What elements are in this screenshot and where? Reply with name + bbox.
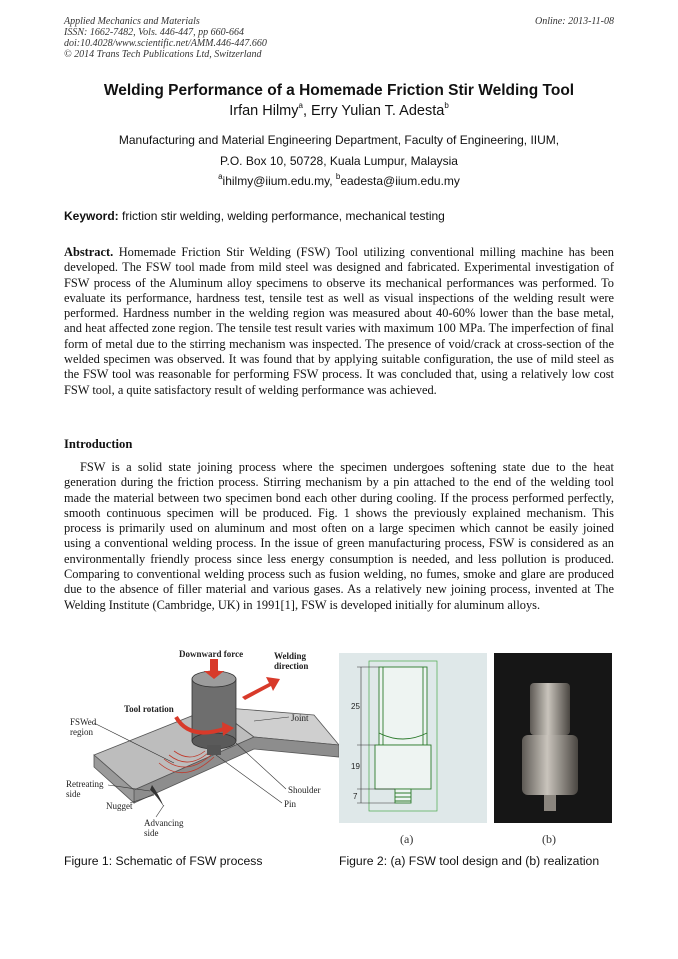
author-2: Erry Yulian T. Adesta [311,103,445,119]
journal-name: Applied Mechanics and Materials [64,16,200,27]
issn-line: ISSN: 1662-7482, Vols. 446-447, pp 660-664 [64,27,244,38]
figure-1-caption: Figure 1: Schematic of FSW process [64,854,263,868]
affiliation-line-2: P.O. Box 10, 50728, Kuala Lumpur, Malaysia [220,154,458,168]
welding-direction-arrow [242,677,280,700]
label-fswed-region-line1: FSWed [70,717,97,727]
doi-line: doi:10.4028/www.scientific.net/AMM.446-447.660 [64,38,267,49]
keywords-label: Keyword: [64,209,119,223]
figure-2-caption: Figure 2: (a) FSW tool design and (b) realization [339,854,600,868]
introduction-paragraph [64,460,614,613]
keywords-text: friction stir welding, welding performance, mechanical testing [118,209,445,223]
abstract-label: Abstract. [64,245,114,259]
affiliation-line-1: Manufacturing and Material Engineering Department, Faculty of Engineering, IIUM, [118,133,560,147]
tool-photo-shoulder [522,735,578,795]
label-retreating-side-line1: Retreating [66,779,104,789]
email-2-sup: b [335,172,341,181]
author-1-sup: a [298,101,303,110]
label-pin: Pin [284,799,297,809]
figure-2a-tool-design [339,653,487,823]
dimension-25: 25 [351,702,360,711]
label-advancing-side-line1: Advancing [144,818,184,828]
welding-tool [192,671,236,755]
section-heading-introduction: Introduction [64,437,133,451]
label-retreating-side-line2: side [66,789,81,799]
figure-1-fsw-schematic [64,645,344,845]
abstract [64,245,614,398]
figure-2b-label: (b) [542,832,556,846]
label-welding-direction-line1: Welding [274,651,307,661]
label-joint: Joint [291,713,309,723]
tool-photo-pin [544,795,556,811]
paper-title: Welding Performance of a Homemade Friction Stir Welding Tool [103,82,575,99]
label-shoulder: Shoulder [288,785,321,795]
label-nugget: Nugget [106,801,133,811]
email-1-sup: a [218,172,223,181]
author-1: Irfan Hilmy [229,103,299,119]
label-advancing-side-line2: side [144,828,159,838]
label-downward-force: Downward force [179,649,244,659]
dimension-19: 19 [351,762,360,771]
keywords [64,209,445,223]
journal-header [64,16,267,60]
email-1[interactable]: ihilmy@iium.edu.my, [222,174,336,188]
tool-photo-shank [530,683,570,735]
author-sep: , [302,103,312,119]
email-line [0,174,678,188]
copyright-line: © 2014 Trans Tech Publications Ltd, Switzerland [64,49,262,60]
abstract-text: Homemade Friction Stir Welding (FSW) Tool utilizing conventional milling machine has been developed. The FSW tool made from mild steel was designed and fabricated. Experimental investigation of FSW process of the Aluminum alloy specimens to observe its mechanical performances was performed. To evaluate its performance, hardness test, tensile test as well as visual inspections of the welding result were performed. Hardness number in the welding region was measured about 40-60% lower than the base metal, and heat affected zone region. The tensile test result varies with maximum 100 MPa. The imperfection of final form of metal due to the stirring mechanism was inspected. The presence of void/crack at cross-section of the welded specimen was observed. It was found that by applying suitable configuration, the use of mild steel as the FSW tool was reasonable for performing FSW process. It was concluded that, using a relatively low cost FSW tool, a quite satisfactory result of welding performance was achieved. [64,245,614,397]
tool-drawing [375,667,431,803]
online-date: Online: 2013-11-08 [535,16,614,27]
figure-2a-label: (a) [400,832,414,846]
label-welding-direction-line2: direction [274,661,309,671]
label-fswed-region-line2: region [70,727,93,737]
introduction-text: FSW is a solid state joining process where the specimen undergoes softening state due to the heat generation during the friction process. Stirring mechanism by a pin attached to the end of the welding tool made the material between two specimen bond each other during cooling. If the process performed perfectly, smooth continuous specimen will be produced. Fig. 1 shows the previously explained mechanism. This process is primarily used on aluminum and most often on a large specimen which cannot be easily joined using a conventional welding process. In the issue of green manufacturing process, FSW is considered as an environmentally friendly process since less energy consumption is needed, and less pollution is produced. Comparing to conventional welding process such as fusion welding, no fumes, smoke and glare are produced due to the absence of filler material and various gases. As a relatively new joining process, invented at The Welding Institute (Cambridge, UK) in 1991[1], FSW is developed initially for aluminum alloys. [64,460,614,612]
author-line [0,103,678,119]
label-tool-rotation: Tool rotation [124,704,174,714]
author-2-sup: b [444,101,449,110]
email-2[interactable]: eadesta@iium.edu.my [340,174,460,188]
figure-2b-tool-photo [494,653,612,823]
dimension-7: 7 [353,792,358,801]
